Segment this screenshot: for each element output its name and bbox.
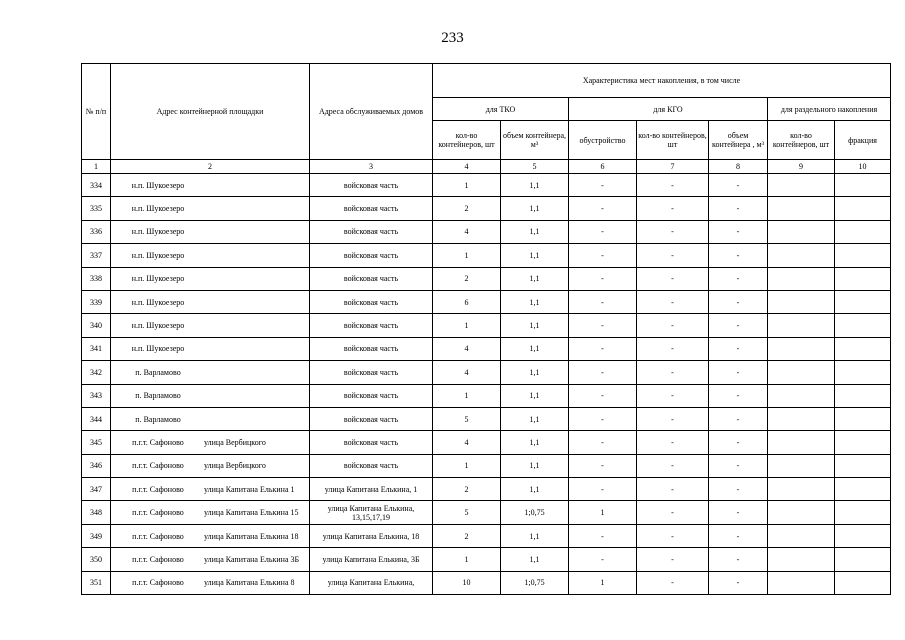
- served-houses: войсковая часть: [310, 197, 433, 220]
- row-number: 339: [82, 290, 111, 313]
- row-number: 347: [82, 478, 111, 501]
- tko-volume: 1,1: [501, 384, 569, 407]
- site-address: [111, 571, 310, 594]
- sep-count: [768, 337, 835, 360]
- tko-volume: 1,1: [501, 220, 569, 243]
- served-houses: войсковая часть: [310, 174, 433, 197]
- table-row: [82, 197, 891, 220]
- header-group-separate: для раздельного накопления: [768, 98, 891, 121]
- sep-fraction: [835, 267, 891, 290]
- kgo-equipment: -: [569, 407, 637, 430]
- tko-count: 10: [433, 571, 501, 594]
- tko-volume: 1,1: [501, 244, 569, 267]
- tko-volume: 1;0,75: [501, 501, 569, 524]
- header-characteristics: Характеристика мест накопления, в том числе: [433, 64, 891, 98]
- sep-count: [768, 384, 835, 407]
- kgo-count: -: [637, 220, 709, 243]
- sep-fraction: [835, 244, 891, 267]
- row-number: 335: [82, 197, 111, 220]
- kgo-volume: -: [709, 361, 768, 384]
- sep-fraction: [835, 571, 891, 594]
- kgo-volume: -: [709, 267, 768, 290]
- kgo-equipment: -: [569, 290, 637, 313]
- kgo-volume: -: [709, 314, 768, 337]
- table-row: [82, 548, 891, 571]
- header-kgo-count: кол-во контейнеров, шт: [637, 121, 709, 160]
- site-address: [111, 337, 310, 360]
- tko-count: 1: [433, 454, 501, 477]
- sep-count: [768, 407, 835, 430]
- settlement: н.п. Шукоезеро: [131, 227, 185, 237]
- page-number: 233: [441, 30, 464, 46]
- kgo-equipment: 1: [569, 571, 637, 594]
- tko-count: 1: [433, 174, 501, 197]
- settlement: п. Варламово: [135, 414, 181, 424]
- tko-volume: 1,1: [501, 524, 569, 547]
- site-address: [111, 478, 310, 501]
- kgo-count: -: [637, 197, 709, 220]
- table-row: [82, 407, 891, 430]
- column-number: 9: [768, 160, 835, 174]
- table-row: [82, 290, 891, 313]
- street: улица Капитана Елькина 3Б: [204, 554, 300, 564]
- table-row: [82, 220, 891, 243]
- settlement: п. Варламово: [135, 367, 181, 377]
- settlement: п.г.т. Сафоново: [132, 437, 184, 447]
- sep-fraction: [835, 431, 891, 454]
- street: улица Капитана Елькина 8: [204, 578, 295, 588]
- tko-count: 2: [433, 478, 501, 501]
- served-houses: войсковая часть: [310, 244, 433, 267]
- sep-count: [768, 501, 835, 524]
- sep-fraction: [835, 548, 891, 571]
- site-address: [111, 524, 310, 547]
- row-number: 336: [82, 220, 111, 243]
- site-address: [111, 384, 310, 407]
- column-number: 5: [501, 160, 569, 174]
- tko-volume: 1,1: [501, 361, 569, 384]
- header-num: № п/п: [82, 64, 111, 160]
- kgo-equipment: 1: [569, 501, 637, 524]
- kgo-equipment: -: [569, 524, 637, 547]
- street: улица Капитана Елькина 15: [204, 508, 299, 518]
- tko-volume: 1,1: [501, 174, 569, 197]
- tko-volume: 1,1: [501, 431, 569, 454]
- served-houses: войсковая часть: [310, 337, 433, 360]
- sep-count: [768, 314, 835, 337]
- kgo-volume: -: [709, 431, 768, 454]
- tko-count: 4: [433, 220, 501, 243]
- kgo-equipment: -: [569, 314, 637, 337]
- row-number: 349: [82, 524, 111, 547]
- kgo-volume: -: [709, 548, 768, 571]
- kgo-equipment: -: [569, 197, 637, 220]
- tko-count: 1: [433, 314, 501, 337]
- column-number: 10: [835, 160, 891, 174]
- site-address: [111, 431, 310, 454]
- tko-count: 1: [433, 384, 501, 407]
- row-number: 338: [82, 267, 111, 290]
- table-row: [82, 478, 891, 501]
- header-served: Адреса обслуживаемых домов: [310, 64, 433, 160]
- header-tko-volume: объем контейнера, м³: [501, 121, 569, 160]
- header-kgo-equipment: обустройство: [569, 121, 637, 160]
- header-tko-count: кол-во контейнеров, шт: [433, 121, 501, 160]
- tko-volume: 1,1: [501, 478, 569, 501]
- column-number: 1: [82, 160, 111, 174]
- tko-volume: 1,1: [501, 548, 569, 571]
- sep-count: [768, 524, 835, 547]
- served-houses: войсковая часть: [310, 220, 433, 243]
- row-number: 343: [82, 384, 111, 407]
- served-houses: улица Капитана Елькина, 13,15,17,19: [310, 501, 433, 524]
- sep-fraction: [835, 501, 891, 524]
- sep-fraction: [835, 314, 891, 337]
- row-number: 351: [82, 571, 111, 594]
- served-houses: войсковая часть: [310, 431, 433, 454]
- sep-fraction: [835, 478, 891, 501]
- table-row: [82, 174, 891, 197]
- street: улица Капитана Елькина 1: [204, 484, 295, 494]
- kgo-equipment: -: [569, 174, 637, 197]
- header-group-kgo: для КГО: [569, 98, 768, 121]
- site-address: [111, 548, 310, 571]
- table-row: [82, 454, 891, 477]
- kgo-volume: -: [709, 197, 768, 220]
- sep-fraction: [835, 220, 891, 243]
- kgo-count: -: [637, 244, 709, 267]
- column-number: 3: [310, 160, 433, 174]
- row-number: 341: [82, 337, 111, 360]
- served-houses: войсковая часть: [310, 267, 433, 290]
- kgo-count: -: [637, 478, 709, 501]
- settlement: п.г.т. Сафоново: [132, 461, 184, 471]
- kgo-volume: -: [709, 407, 768, 430]
- sep-count: [768, 267, 835, 290]
- tko-volume: 1;0,75: [501, 571, 569, 594]
- kgo-count: -: [637, 571, 709, 594]
- kgo-count: -: [637, 174, 709, 197]
- tko-volume: 1,1: [501, 197, 569, 220]
- tko-count: 4: [433, 337, 501, 360]
- sep-fraction: [835, 407, 891, 430]
- table-row: [82, 337, 891, 360]
- column-number: 2: [111, 160, 310, 174]
- row-number: 346: [82, 454, 111, 477]
- column-number: 7: [637, 160, 709, 174]
- table-row: [82, 501, 891, 524]
- kgo-count: -: [637, 501, 709, 524]
- kgo-count: -: [637, 314, 709, 337]
- header-kgo-volume: объем контейнера , м³: [709, 121, 768, 160]
- table-row: [82, 361, 891, 384]
- kgo-volume: -: [709, 220, 768, 243]
- kgo-equipment: -: [569, 361, 637, 384]
- header-sep-count: кол-во контейнеров, шт: [768, 121, 835, 160]
- sep-count: [768, 478, 835, 501]
- row-number: 348: [82, 501, 111, 524]
- sep-count: [768, 290, 835, 313]
- served-houses: войсковая часть: [310, 314, 433, 337]
- sep-count: [768, 244, 835, 267]
- served-houses: войсковая часть: [310, 407, 433, 430]
- served-houses: улица Капитана Елькина,: [310, 571, 433, 594]
- served-houses: улица Капитана Елькина, 1: [310, 478, 433, 501]
- kgo-volume: -: [709, 571, 768, 594]
- sep-fraction: [835, 384, 891, 407]
- tko-count: 5: [433, 501, 501, 524]
- site-address: [111, 454, 310, 477]
- tko-volume: 1,1: [501, 337, 569, 360]
- sep-count: [768, 361, 835, 384]
- kgo-count: -: [637, 407, 709, 430]
- tko-volume: 1,1: [501, 314, 569, 337]
- table-row: [82, 571, 891, 594]
- site-address: [111, 197, 310, 220]
- kgo-volume: -: [709, 454, 768, 477]
- sep-count: [768, 454, 835, 477]
- served-houses: улица Капитана Елькина, 3Б: [310, 548, 433, 571]
- kgo-volume: -: [709, 524, 768, 547]
- tko-count: 2: [433, 267, 501, 290]
- site-address: [111, 314, 310, 337]
- sep-count: [768, 220, 835, 243]
- kgo-count: -: [637, 384, 709, 407]
- sep-count: [768, 197, 835, 220]
- site-address: [111, 501, 310, 524]
- settlement: н.п. Шукоезеро: [131, 274, 185, 284]
- header-group-tko: для ТКО: [433, 98, 569, 121]
- tko-count: 6: [433, 290, 501, 313]
- tko-count: 4: [433, 431, 501, 454]
- kgo-equipment: -: [569, 337, 637, 360]
- kgo-equipment: -: [569, 384, 637, 407]
- served-houses: войсковая часть: [310, 361, 433, 384]
- sep-count: [768, 431, 835, 454]
- row-number: 342: [82, 361, 111, 384]
- kgo-equipment: -: [569, 548, 637, 571]
- kgo-equipment: -: [569, 454, 637, 477]
- kgo-count: -: [637, 267, 709, 290]
- settlement: н.п. Шукоезеро: [131, 204, 185, 214]
- container-sites-table: [81, 63, 891, 595]
- row-number: 334: [82, 174, 111, 197]
- column-number: 6: [569, 160, 637, 174]
- column-number-row: [82, 160, 891, 174]
- site-address: [111, 220, 310, 243]
- sep-fraction: [835, 337, 891, 360]
- tko-volume: 1,1: [501, 290, 569, 313]
- kgo-volume: -: [709, 337, 768, 360]
- header-address: Адрес контейнерной площадки: [111, 64, 310, 160]
- sep-fraction: [835, 290, 891, 313]
- kgo-volume: -: [709, 244, 768, 267]
- table-row: [82, 267, 891, 290]
- kgo-equipment: -: [569, 431, 637, 454]
- settlement: п.г.т. Сафоново: [132, 554, 184, 564]
- served-houses: войсковая часть: [310, 454, 433, 477]
- kgo-count: -: [637, 431, 709, 454]
- kgo-volume: -: [709, 501, 768, 524]
- kgo-equipment: -: [569, 478, 637, 501]
- served-houses: улица Капитана Елькина, 18: [310, 524, 433, 547]
- settlement: н.п. Шукоезеро: [131, 297, 185, 307]
- table-row: [82, 244, 891, 267]
- column-number: 4: [433, 160, 501, 174]
- settlement: п.г.т. Сафоново: [132, 531, 184, 541]
- kgo-equipment: -: [569, 244, 637, 267]
- kgo-count: -: [637, 548, 709, 571]
- tko-count: 1: [433, 244, 501, 267]
- table-row: [82, 314, 891, 337]
- tko-volume: 1,1: [501, 407, 569, 430]
- kgo-equipment: -: [569, 220, 637, 243]
- kgo-volume: -: [709, 384, 768, 407]
- sep-fraction: [835, 197, 891, 220]
- kgo-count: -: [637, 337, 709, 360]
- street: улица Вербицкого: [204, 461, 266, 471]
- row-number: 344: [82, 407, 111, 430]
- settlement: н.п. Шукоезеро: [131, 180, 185, 190]
- header-sep-fraction: фракция: [835, 121, 891, 160]
- tko-count: 2: [433, 197, 501, 220]
- served-houses: войсковая часть: [310, 290, 433, 313]
- settlement: н.п. Шукоезеро: [131, 250, 185, 260]
- table-row: [82, 524, 891, 547]
- table-row: [82, 384, 891, 407]
- tko-count: 5: [433, 407, 501, 430]
- settlement: п.г.т. Сафоново: [132, 578, 184, 588]
- kgo-count: -: [637, 454, 709, 477]
- kgo-volume: -: [709, 174, 768, 197]
- tko-volume: 1,1: [501, 267, 569, 290]
- sep-count: [768, 571, 835, 594]
- tko-count: 1: [433, 548, 501, 571]
- row-number: 345: [82, 431, 111, 454]
- kgo-count: -: [637, 290, 709, 313]
- sep-fraction: [835, 174, 891, 197]
- street: улица Капитана Елькина 18: [204, 531, 299, 541]
- kgo-volume: -: [709, 478, 768, 501]
- tko-volume: 1,1: [501, 454, 569, 477]
- table-row: [82, 431, 891, 454]
- settlement: н.п. Шукоезеро: [131, 344, 185, 354]
- kgo-count: -: [637, 361, 709, 384]
- column-number: 8: [709, 160, 768, 174]
- settlement: п. Варламово: [135, 391, 181, 401]
- street: улица Вербицкого: [204, 437, 266, 447]
- site-address: [111, 267, 310, 290]
- kgo-volume: -: [709, 290, 768, 313]
- served-houses: войсковая часть: [310, 384, 433, 407]
- row-number: 340: [82, 314, 111, 337]
- sep-fraction: [835, 361, 891, 384]
- tko-count: 4: [433, 361, 501, 384]
- sep-count: [768, 174, 835, 197]
- tko-count: 2: [433, 524, 501, 547]
- site-address: [111, 244, 310, 267]
- row-number: 350: [82, 548, 111, 571]
- sep-fraction: [835, 454, 891, 477]
- kgo-count: -: [637, 524, 709, 547]
- sep-count: [768, 548, 835, 571]
- site-address: [111, 174, 310, 197]
- site-address: [111, 407, 310, 430]
- sep-fraction: [835, 524, 891, 547]
- site-address: [111, 290, 310, 313]
- site-address: [111, 361, 310, 384]
- settlement: н.п. Шукоезеро: [131, 321, 185, 331]
- row-number: 337: [82, 244, 111, 267]
- settlement: п.г.т. Сафоново: [132, 484, 184, 494]
- settlement: п.г.т. Сафоново: [132, 508, 184, 518]
- kgo-equipment: -: [569, 267, 637, 290]
